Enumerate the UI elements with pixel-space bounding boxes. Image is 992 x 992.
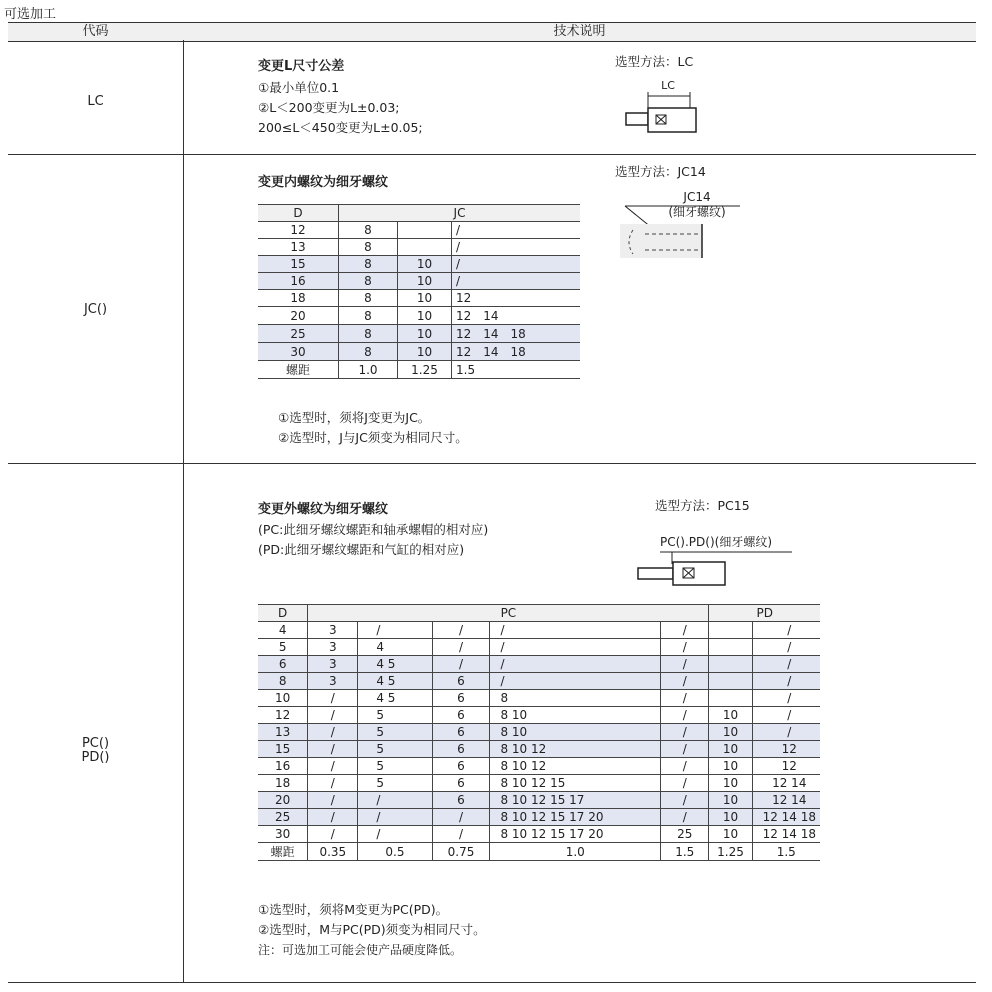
pc-cell: 3 [308, 639, 358, 656]
jc-cell: 10 [398, 256, 452, 273]
table-row [258, 775, 820, 792]
pc-cell: 8 10 12 15 17 20 [490, 826, 661, 843]
table-row [258, 707, 820, 724]
pc-heading: 变更外螺纹为细牙螺纹 [258, 502, 389, 517]
code-pd: PD() [81, 750, 110, 765]
jc-cell: 10 [398, 325, 452, 343]
jc-cell: 8 [339, 290, 398, 307]
jc-notes [278, 408, 468, 448]
jc-cell: 13 [258, 239, 339, 256]
page-title: 可选加工 [4, 7, 57, 22]
pc-text [258, 520, 488, 560]
pc-cell: 25 [661, 826, 709, 843]
table-row [258, 758, 820, 775]
pc-cell: / [752, 622, 820, 639]
pc-cell: / [661, 741, 709, 758]
pc-cell: / [661, 656, 709, 673]
table-row [258, 290, 580, 307]
pc-cell: 8 [258, 673, 308, 690]
pc-cell: / [661, 792, 709, 809]
table-row [258, 273, 580, 290]
jc-cell: / [452, 222, 581, 239]
pc-cell: 8 10 12 [490, 758, 661, 775]
pc-cell: 3 [308, 622, 358, 639]
table-row [258, 343, 580, 361]
lc-diagram [618, 78, 708, 138]
pc-cell: / [661, 758, 709, 775]
pc-cell: / [752, 673, 820, 690]
pc-cell: 4 5 [358, 673, 432, 690]
jc-cell: 10 [398, 290, 452, 307]
pc-note-1: ①选型时，须将M变更为PC(PD)。 [258, 902, 449, 917]
pc-cell: 10 [709, 775, 752, 792]
pc-cell: / [358, 826, 432, 843]
pc-line-1: (PC:此细牙螺纹螺距和轴承螺帽的相对应) [258, 522, 489, 537]
pc-cell: 10 [709, 792, 752, 809]
pc-cell: 5 [358, 724, 432, 741]
jc-cell: 1.0 [339, 361, 398, 379]
pc-cell [709, 622, 752, 639]
jc-cell: / [452, 273, 581, 290]
jc-cell: 1.25 [398, 361, 452, 379]
pc-cell: 4 [358, 639, 432, 656]
pc-line-2: (PD:此细牙螺纹螺距和气缸的相对应) [258, 542, 465, 557]
jc-th-jc: JC [339, 205, 581, 222]
pc-cell: 6 [432, 775, 490, 792]
pc-cell: 20 [258, 792, 308, 809]
table-header [8, 22, 976, 42]
pc-cell: 6 [432, 707, 490, 724]
pc-cell: 8 10 12 15 [490, 775, 661, 792]
pc-cell: / [661, 775, 709, 792]
pc-cell: 16 [258, 758, 308, 775]
pc-cell: / [490, 656, 661, 673]
table-row [258, 307, 580, 325]
pc-cell: 8 10 12 [490, 741, 661, 758]
lc-line-2: ②L＜200变更为L±0.03; [258, 100, 400, 115]
jc-cell: 1.5 [452, 361, 581, 379]
jc-cell: 8 [339, 239, 398, 256]
pc-note-3: 注：可选加工可能会使产品硬度降低。 [258, 943, 463, 957]
table-row [258, 622, 820, 639]
pc-cell: 6 [432, 758, 490, 775]
jc-select: 选型方法：JC14 [615, 164, 706, 179]
code-pc-pd [8, 737, 183, 765]
jc-cell: 12 [452, 290, 581, 307]
jc-cell: 12 14 18 [452, 325, 581, 343]
row-divider-3 [8, 982, 976, 983]
pc-cell: 13 [258, 724, 308, 741]
column-divider [183, 40, 184, 982]
table-row [258, 690, 820, 707]
pc-cell: 1.5 [752, 843, 820, 861]
pc-cell: / [490, 639, 661, 656]
table-row [258, 741, 820, 758]
jc-cell: / [452, 239, 581, 256]
jc-diagram [615, 188, 745, 266]
jc-diagram-label-1: JC14 [683, 190, 711, 204]
table-row [258, 222, 580, 239]
jc-diagram-label-2: (细牙螺纹) [668, 205, 726, 219]
pc-cell: / [308, 758, 358, 775]
pc-cell [709, 639, 752, 656]
pc-cell: 0.5 [358, 843, 432, 861]
table-row [258, 239, 580, 256]
pc-cell: / [752, 639, 820, 656]
pc-cell: / [490, 673, 661, 690]
pc-cell [709, 673, 752, 690]
pc-cell: 5 [358, 707, 432, 724]
jc-cell: 8 [339, 307, 398, 325]
jc-cell: 8 [339, 325, 398, 343]
pc-table-header [258, 605, 820, 622]
table-row [258, 656, 820, 673]
jc-cell: 15 [258, 256, 339, 273]
pc-cell: 1.5 [661, 843, 709, 861]
jc-cell: 12 14 [452, 307, 581, 325]
pc-cell: / [661, 690, 709, 707]
pc-cell: / [661, 724, 709, 741]
pc-cell: 12 [752, 741, 820, 758]
pc-cell: 4 5 [358, 690, 432, 707]
jc-cell: 30 [258, 343, 339, 361]
pc-cell [709, 656, 752, 673]
pc-cell: / [661, 707, 709, 724]
pc-select: 选型方法：PC15 [655, 498, 750, 513]
pc-cell: / [308, 792, 358, 809]
pc-cell: 5 [258, 639, 308, 656]
lc-line-1: ①最小单位0.1 [258, 80, 340, 95]
table-row [258, 792, 820, 809]
jc-cell: 18 [258, 290, 339, 307]
pc-cell: 10 [709, 758, 752, 775]
pc-cell: 6 [432, 741, 490, 758]
jc-cell: 25 [258, 325, 339, 343]
jc-cell [398, 239, 452, 256]
pc-cell: 8 10 12 15 17 20 [490, 809, 661, 826]
pc-cell: / [752, 656, 820, 673]
pc-cell: / [308, 690, 358, 707]
pc-cell: / [661, 809, 709, 826]
pc-pitch-row [258, 843, 820, 861]
jc-note-1: ①选型时，须将J变更为JC。 [278, 410, 431, 425]
pc-cell: 3 [308, 656, 358, 673]
pc-cell: 6 [432, 792, 490, 809]
pc-cell: / [308, 775, 358, 792]
pc-note-2: ②选型时，M与PC(PD)须变为相同尺寸。 [258, 922, 486, 937]
pc-cell: 5 [358, 775, 432, 792]
jc-cell: 10 [398, 273, 452, 290]
pc-cell: 8 10 12 15 17 [490, 792, 661, 809]
lc-line-3: 200≤L＜450变更为L±0.05; [258, 120, 423, 135]
pc-notes [258, 900, 486, 960]
pc-cell: 12 [752, 758, 820, 775]
pc-cell: / [752, 724, 820, 741]
table-row [258, 724, 820, 741]
pc-cell: / [308, 724, 358, 741]
jc-pitch-row [258, 361, 580, 379]
pc-cell: 1.25 [709, 843, 752, 861]
pc-cell: 1.0 [490, 843, 661, 861]
table-row [258, 673, 820, 690]
pc-cell: / [432, 826, 490, 843]
pc-cell: 10 [709, 809, 752, 826]
table-row [258, 639, 820, 656]
code-jc: JC() [83, 302, 108, 317]
jc-cell [398, 222, 452, 239]
pc-cell: 18 [258, 775, 308, 792]
header-code: 代码 [82, 24, 109, 39]
pc-cell: 6 [432, 724, 490, 741]
jc-note-2: ②选型时，J与JC须变为相同尺寸。 [278, 430, 468, 445]
pc-cell: 6 [258, 656, 308, 673]
jc-cell: / [452, 256, 581, 273]
pc-cell: 螺距 [258, 843, 308, 861]
pc-cell: 8 [490, 690, 661, 707]
pc-cell: / [308, 741, 358, 758]
lc-select: 选型方法：LC [615, 54, 694, 69]
pc-cell: / [661, 673, 709, 690]
pc-cell: 0.35 [308, 843, 358, 861]
jc-table [258, 204, 580, 379]
pc-cell: / [308, 826, 358, 843]
pc-cell: 12 14 18 [752, 809, 820, 826]
pc-cell: 4 5 [358, 656, 432, 673]
pc-cell: / [358, 792, 432, 809]
pc-cell: 10 [709, 724, 752, 741]
pc-th-pd: PD [709, 605, 820, 622]
pc-cell: 5 [358, 741, 432, 758]
pc-cell: / [432, 656, 490, 673]
pc-cell: 10 [709, 707, 752, 724]
pc-cell: 8 10 [490, 724, 661, 741]
pc-cell: 10 [709, 741, 752, 758]
jc-cell: 8 [339, 273, 398, 290]
pc-cell: 5 [358, 758, 432, 775]
pc-cell: / [358, 809, 432, 826]
pc-cell: 12 14 18 [752, 826, 820, 843]
pc-cell: / [752, 690, 820, 707]
pc-cell [709, 690, 752, 707]
jc-th-d: D [258, 205, 339, 222]
table-row [258, 809, 820, 826]
pc-cell: / [490, 622, 661, 639]
pc-cell: / [308, 809, 358, 826]
jc-cell: 8 [339, 343, 398, 361]
pc-cell: 3 [308, 673, 358, 690]
pc-cell: 30 [258, 826, 308, 843]
pc-cell: 12 [258, 707, 308, 724]
lc-diagram-label: LC [661, 79, 675, 92]
pc-cell: 6 [432, 690, 490, 707]
header-desc: 技术说明 [553, 24, 606, 39]
code-pc: PC() [81, 736, 110, 751]
pc-cell: 15 [258, 741, 308, 758]
pc-th-d: D [258, 605, 308, 622]
jc-cell: 12 14 18 [452, 343, 581, 361]
row-divider-1 [8, 154, 976, 155]
jc-heading: 变更内螺纹为细牙螺纹 [258, 175, 389, 190]
jc-cell: 20 [258, 307, 339, 325]
pc-cell: / [661, 622, 709, 639]
table-row [258, 256, 580, 273]
jc-cell: 螺距 [258, 361, 339, 379]
pc-cell: / [752, 707, 820, 724]
pc-cell: 25 [258, 809, 308, 826]
pc-cell: 12 14 [752, 792, 820, 809]
jc-cell: 8 [339, 256, 398, 273]
lc-heading: 变更L尺寸公差 [258, 59, 345, 74]
lc-text [258, 78, 423, 138]
pc-cell: 10 [258, 690, 308, 707]
pc-cell: 12 14 [752, 775, 820, 792]
pc-diagram-label: PC().PD()(细牙螺纹) [660, 535, 772, 549]
pc-cell: 0.75 [432, 843, 490, 861]
pc-th-pc: PC [308, 605, 709, 622]
jc-cell: 10 [398, 343, 452, 361]
row-divider-2 [8, 463, 976, 464]
table-row [258, 826, 820, 843]
jc-cell: 12 [258, 222, 339, 239]
jc-cell: 10 [398, 307, 452, 325]
pc-cell: 4 [258, 622, 308, 639]
pc-table-body [258, 622, 820, 861]
table-row [258, 325, 580, 343]
jc-cell: 16 [258, 273, 339, 290]
pc-cell: / [432, 639, 490, 656]
pc-cell: / [661, 639, 709, 656]
pc-cell: 10 [709, 826, 752, 843]
pc-table [258, 604, 820, 861]
code-lc: LC [87, 94, 104, 109]
pc-cell: / [432, 809, 490, 826]
pc-diagram [630, 530, 805, 588]
pc-cell: / [432, 622, 490, 639]
jc-table-header [258, 205, 580, 222]
pc-cell: / [358, 622, 432, 639]
pc-cell: / [308, 707, 358, 724]
jc-cell: 8 [339, 222, 398, 239]
pc-cell: 8 10 [490, 707, 661, 724]
pc-cell: 6 [432, 673, 490, 690]
